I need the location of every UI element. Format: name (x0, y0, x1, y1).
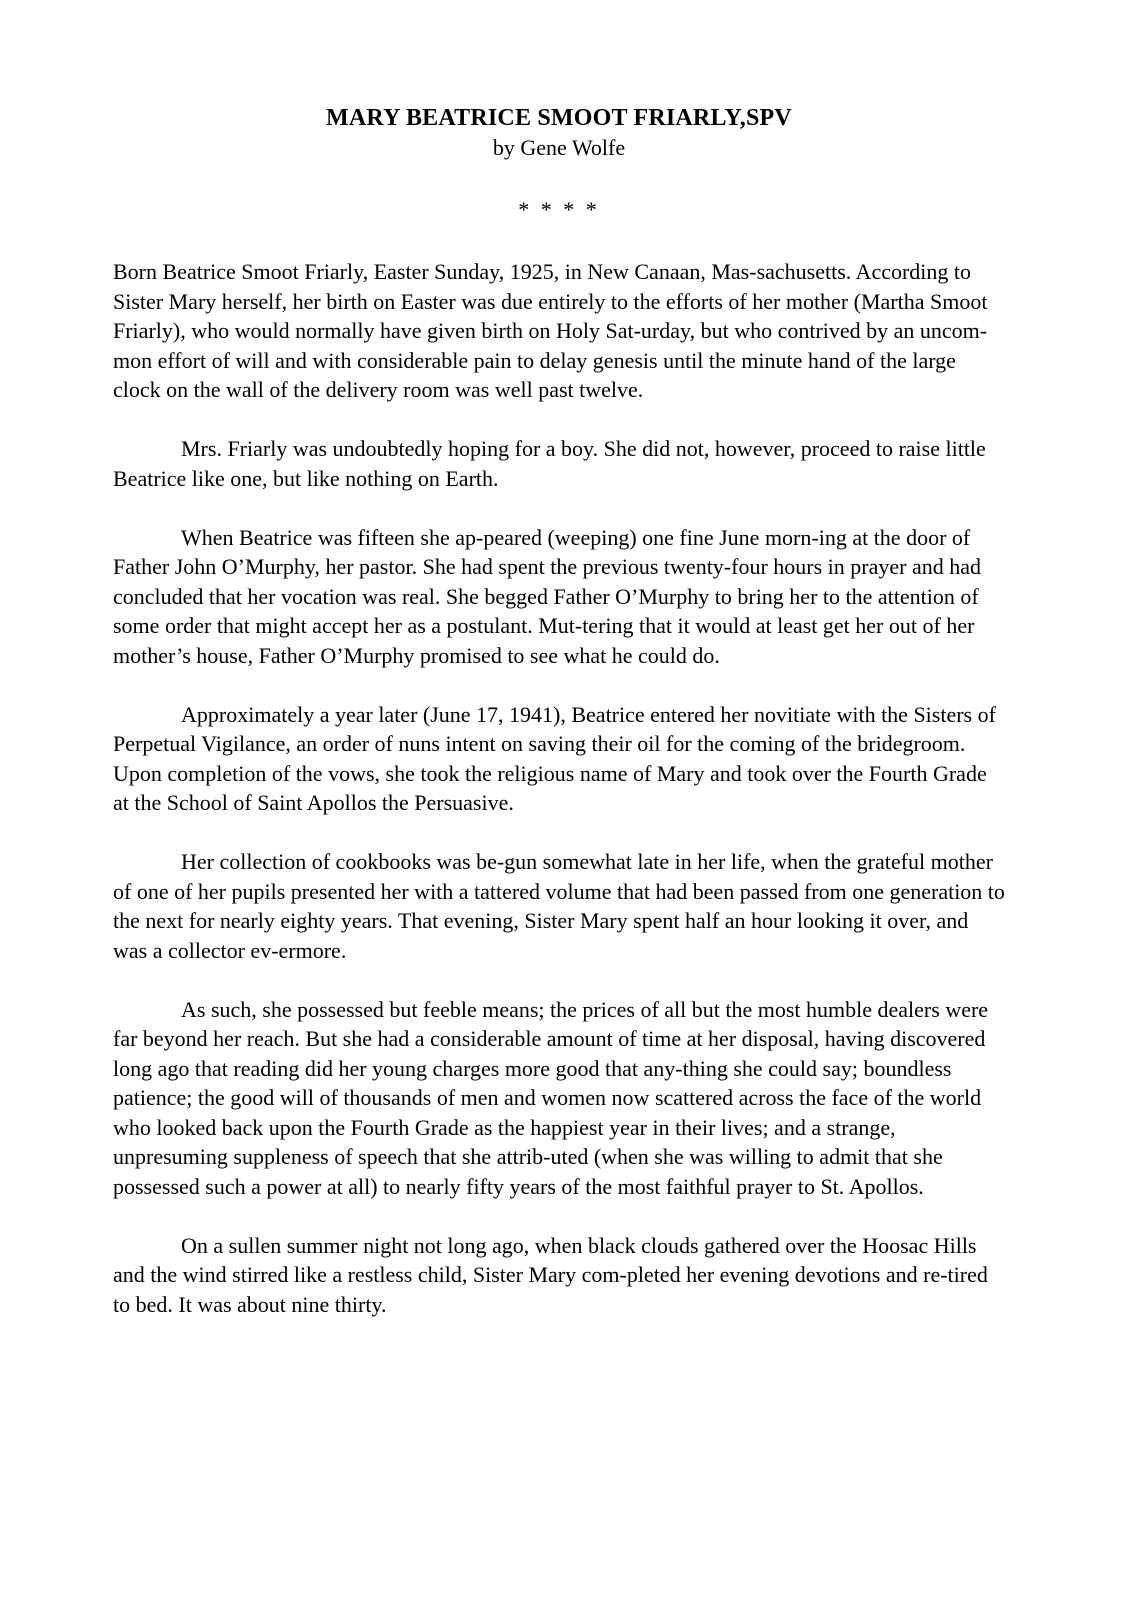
paragraph-7: On a sullen summer night not long ago, when black clouds gathered over the Hoosac Hills and the wind stirred like a restless child, Sister Mary com-pleted her evening devotions and re-tired to bed. It was about nine thirty. (113, 1232, 988, 1317)
document-byline: by Gene Wolfe (492, 135, 626, 160)
paragraph-3: When Beatrice was fifteen she ap-peared (weeping) one fine June morn-ing at the door of Father John O’Murphy, her pastor. She had spent the previous twenty-four hours in prayer and had concluded that her vocation was real. She begged Father O’Murphy to bring her to the attention of some order that might accept her as a postulant. Mut-tering that it would at least get her out of her mother’s house, Father O’Murphy promised to see what he could do. (113, 524, 981, 668)
paragraph-5: Her collection of cookbooks was be-gun somewhat late in her life, when the grateful mother of one of her pupils presented her with a tattered volume that had been passed from one generation to the next for nearly eighty years. That evening, Sister Mary spent half an hour looking it over, and was a collector ev-ermore. (113, 849, 1005, 963)
section-separator: * * * * (518, 197, 600, 222)
paragraph-6: As such, she possessed but feeble means; the prices of all but the most humble dealers were far beyond her reach. But she had a considerable amount of time at her disposal, having discovered long ago that reading did her young charges more good that any-thing she could say; boundless patience; the good will of thousands of men and women now scattered across the face of the world who looked back upon the Fourth Grade as the happiest year in their lives; and a strange, unpresuming suppleness of speech that she attrib-uted (when she was willing to admit that she possessed such a power at all) to nearly fifty years of the most faithful prayer to St. Apollos. (113, 996, 989, 1199)
paragraph-4: Approximately a year later (June 17, 1941), Beatrice entered her novitiate with the Sisters of Perpetual Vigilance, an order of nuns intent on saving their oil for the coming of the bridegroom. Upon completion of the vows, she took the religious name of Mary and took over the Fourth Grade at the School of Saint Apollos the Persuasive. (113, 701, 996, 815)
document-header (113, 103, 1005, 225)
paragraph-1: Born Beatrice Smoot Friarly, Easter Sunday, 1925, in New Canaan, Mas-sachusetts. According to Sister Mary herself, her birth on Easter was due entirely to the efforts of her mother (Martha Smoot Friarly), who would normally have given birth on Holy Sat-urday, but who contrived by an uncom-mon effort of will and with considerable pain to delay genesis until the minute hand of the large clock on the wall of the delivery room was well past twelve. (113, 259, 988, 402)
document-body (113, 257, 1005, 1319)
paragraph-2: Mrs. Friarly was undoubtedly hoping for a boy. She did not, however, proceed to raise little Beatrice like one, but like nothing on Earth. (113, 436, 986, 491)
document-title: MARY BEATRICE SMOOT FRIARLY,SPV (326, 105, 792, 131)
